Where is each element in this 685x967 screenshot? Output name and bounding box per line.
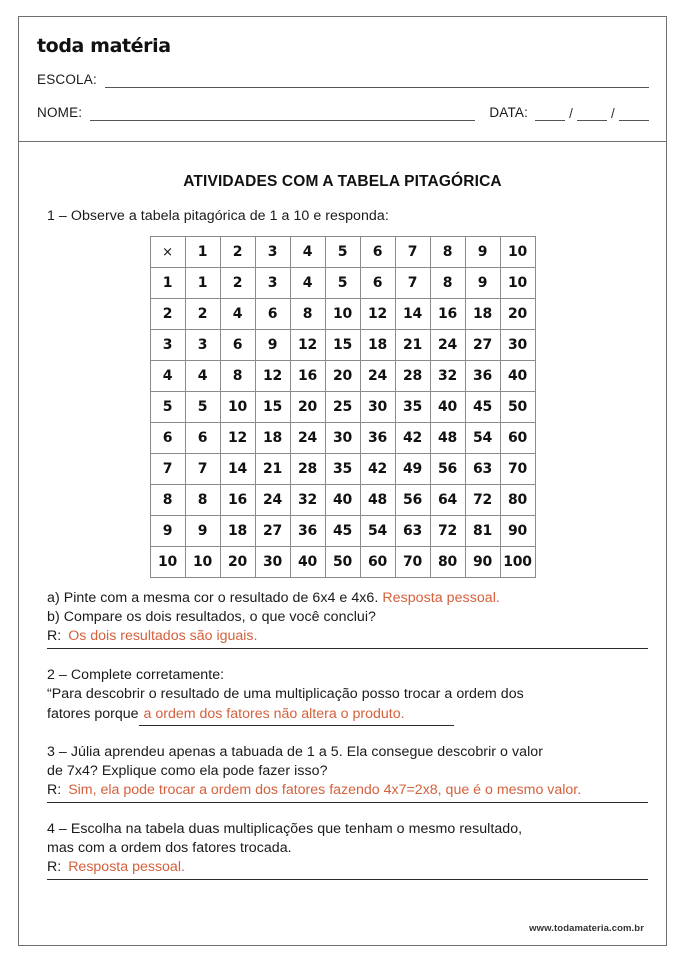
table-cell[interactable]: 72 bbox=[430, 516, 465, 547]
table-cell[interactable]: 1 bbox=[185, 268, 220, 299]
table-cell[interactable]: 45 bbox=[325, 516, 360, 547]
table-cell[interactable]: 80 bbox=[430, 547, 465, 578]
table-row-header-8: 8 bbox=[150, 485, 185, 516]
table-cell[interactable]: 9 bbox=[465, 268, 500, 299]
table-col-header-1: 1 bbox=[185, 237, 220, 268]
table-cell[interactable]: 15 bbox=[255, 392, 290, 423]
table-row bbox=[150, 361, 535, 392]
brand-logo: toda matéria bbox=[37, 35, 171, 57]
table-cell[interactable]: 60 bbox=[500, 423, 535, 454]
table-cell[interactable]: 15 bbox=[325, 330, 360, 361]
table-cell[interactable]: 36 bbox=[360, 423, 395, 454]
table-cell[interactable]: 16 bbox=[290, 361, 325, 392]
table-cell[interactable]: 42 bbox=[360, 454, 395, 485]
table-cell[interactable]: 32 bbox=[430, 361, 465, 392]
table-cell[interactable]: 40 bbox=[325, 485, 360, 516]
table-cell[interactable]: 6 bbox=[255, 299, 290, 330]
table-row bbox=[150, 547, 535, 578]
table-cell[interactable]: 48 bbox=[360, 485, 395, 516]
table-cell[interactable]: 35 bbox=[325, 454, 360, 485]
question-1a-prompt: a) Pinte com a mesma cor o resultado de 6x4 e 4x6. bbox=[47, 590, 379, 606]
table-cell[interactable]: 5 bbox=[325, 268, 360, 299]
table-col-header-2: 2 bbox=[220, 237, 255, 268]
question-1b-r-label: R: bbox=[47, 628, 62, 644]
table-cell[interactable]: 72 bbox=[465, 485, 500, 516]
table-cell[interactable]: 3 bbox=[185, 330, 220, 361]
table-cell[interactable]: 6 bbox=[220, 330, 255, 361]
table-cell[interactable]: 20 bbox=[500, 299, 535, 330]
question-1a-row bbox=[47, 589, 648, 608]
question-2-line2-prefix: fatores porque bbox=[47, 706, 139, 722]
date-year-input[interactable] bbox=[619, 107, 649, 121]
table-row bbox=[150, 299, 535, 330]
question-1b-prompt: b) Compare os dois resultados, o que você conclui? bbox=[47, 609, 376, 625]
pythagorean-table bbox=[150, 236, 536, 578]
table-row-header-4: 4 bbox=[150, 361, 185, 392]
table-cell[interactable]: 6 bbox=[185, 423, 220, 454]
table-cell[interactable]: 24 bbox=[360, 361, 395, 392]
table-row bbox=[150, 516, 535, 547]
table-cell[interactable]: 70 bbox=[395, 547, 430, 578]
table-col-header-7: 7 bbox=[395, 237, 430, 268]
date-label: DATA: bbox=[489, 105, 529, 120]
question-3-block bbox=[19, 743, 666, 803]
question-1-prompt: 1 – Observe a tabela pitagórica de 1 a 10 e responda: bbox=[47, 208, 389, 224]
question-3-r-label: R: bbox=[47, 782, 62, 798]
table-cell[interactable]: 90 bbox=[465, 547, 500, 578]
worksheet-header bbox=[19, 17, 666, 142]
question-1-answers bbox=[19, 589, 666, 649]
table-cell[interactable]: 54 bbox=[465, 423, 500, 454]
table-cell[interactable]: 8 bbox=[185, 485, 220, 516]
table-cell[interactable]: 16 bbox=[220, 485, 255, 516]
table-cell[interactable]: 10 bbox=[185, 547, 220, 578]
table-cell[interactable]: 50 bbox=[500, 392, 535, 423]
question-2-line1: “Para descobrir o resultado de uma multiplicação posso trocar a ordem dos bbox=[47, 686, 524, 702]
table-cell[interactable]: 24 bbox=[430, 330, 465, 361]
date-month-input[interactable] bbox=[577, 107, 607, 121]
table-cell[interactable]: 32 bbox=[290, 485, 325, 516]
multiply-icon: × bbox=[150, 237, 185, 268]
table-col-header-8: 8 bbox=[430, 237, 465, 268]
table-cell[interactable]: 48 bbox=[430, 423, 465, 454]
table-col-header-6: 6 bbox=[360, 237, 395, 268]
table-cell[interactable]: 3 bbox=[255, 268, 290, 299]
name-date-field-row bbox=[37, 105, 649, 121]
table-cell[interactable]: 54 bbox=[360, 516, 395, 547]
page-title: ATIVIDADES COM A TABELA PITAGÓRICA bbox=[183, 173, 502, 190]
table-cell[interactable]: 40 bbox=[290, 547, 325, 578]
table-cell[interactable]: 27 bbox=[465, 330, 500, 361]
table-cell[interactable]: 2 bbox=[185, 299, 220, 330]
table-row bbox=[150, 392, 535, 423]
table-header-row bbox=[150, 237, 535, 268]
table-cell[interactable]: 20 bbox=[290, 392, 325, 423]
date-separator-1: / bbox=[569, 106, 574, 121]
table-cell[interactable]: 56 bbox=[430, 454, 465, 485]
question-4-answer-line[interactable] bbox=[47, 858, 648, 880]
question-4-line1: 4 – Escolha na tabela duas multiplicações que tenham o mesmo resultado, bbox=[47, 821, 523, 837]
table-cell[interactable]: 18 bbox=[220, 516, 255, 547]
table-cell[interactable]: 18 bbox=[360, 330, 395, 361]
table-cell[interactable]: 12 bbox=[220, 423, 255, 454]
table-cell[interactable]: 42 bbox=[395, 423, 430, 454]
table-cell[interactable]: 63 bbox=[395, 516, 430, 547]
table-cell[interactable]: 40 bbox=[500, 361, 535, 392]
table-cell[interactable]: 40 bbox=[430, 392, 465, 423]
question-2-block bbox=[19, 666, 666, 726]
footer-website-url: www.todamateria.com.br bbox=[529, 923, 644, 934]
table-cell[interactable]: 30 bbox=[325, 423, 360, 454]
table-cell[interactable]: 64 bbox=[430, 485, 465, 516]
table-cell[interactable]: 4 bbox=[220, 299, 255, 330]
question-4-answer: Resposta pessoal. bbox=[68, 859, 185, 875]
table-cell[interactable]: 24 bbox=[255, 485, 290, 516]
school-field-row bbox=[37, 72, 649, 88]
table-cell[interactable]: 27 bbox=[255, 516, 290, 547]
table-cell[interactable]: 8 bbox=[430, 268, 465, 299]
table-cell[interactable]: 21 bbox=[255, 454, 290, 485]
question-4-line2: mas com a ordem dos fatores trocada. bbox=[47, 840, 292, 856]
table-cell[interactable]: 35 bbox=[395, 392, 430, 423]
table-cell[interactable]: 20 bbox=[325, 361, 360, 392]
table-cell[interactable]: 12 bbox=[360, 299, 395, 330]
table-row-header-9: 9 bbox=[150, 516, 185, 547]
table-row bbox=[150, 268, 535, 299]
question-3-line1: 3 – Júlia aprendeu apenas a tabuada de 1 a 5. Ela consegue descobrir o valor bbox=[47, 744, 543, 760]
table-cell[interactable]: 36 bbox=[465, 361, 500, 392]
question-4-r-label: R: bbox=[47, 859, 62, 875]
table-col-header-10: 10 bbox=[500, 237, 535, 268]
table-col-header-3: 3 bbox=[255, 237, 290, 268]
table-cell[interactable]: 28 bbox=[395, 361, 430, 392]
table-cell[interactable]: 7 bbox=[395, 268, 430, 299]
table-cell[interactable]: 30 bbox=[360, 392, 395, 423]
table-cell[interactable]: 9 bbox=[185, 516, 220, 547]
table-row-header-7: 7 bbox=[150, 454, 185, 485]
school-label: ESCOLA: bbox=[37, 72, 97, 87]
table-cell[interactable]: 81 bbox=[465, 516, 500, 547]
table-cell[interactable]: 12 bbox=[290, 330, 325, 361]
question-3-answer-line[interactable] bbox=[47, 781, 648, 803]
table-cell[interactable]: 45 bbox=[465, 392, 500, 423]
date-day-input[interactable] bbox=[535, 107, 565, 121]
worksheet-content bbox=[19, 142, 666, 946]
table-cell[interactable]: 36 bbox=[290, 516, 325, 547]
table-cell[interactable]: 10 bbox=[500, 268, 535, 299]
table-row-header-3: 3 bbox=[150, 330, 185, 361]
date-separator-2: / bbox=[611, 106, 615, 121]
table-cell[interactable]: 25 bbox=[325, 392, 360, 423]
table-cell[interactable]: 24 bbox=[290, 423, 325, 454]
table-cell[interactable]: 21 bbox=[395, 330, 430, 361]
question-2-fill-row bbox=[47, 704, 648, 726]
question-2-prompt: 2 – Complete corretamente: bbox=[47, 667, 225, 683]
table-cell[interactable]: 63 bbox=[465, 454, 500, 485]
table-cell[interactable]: 14 bbox=[395, 299, 430, 330]
table-cell[interactable]: 49 bbox=[395, 454, 430, 485]
table-row-header-1: 1 bbox=[150, 268, 185, 299]
name-label: NOME: bbox=[37, 105, 83, 120]
question-4-block bbox=[19, 820, 666, 880]
table-row-header-2: 2 bbox=[150, 299, 185, 330]
table-cell[interactable]: 90 bbox=[500, 516, 535, 547]
pythagorean-table-wrap bbox=[19, 236, 666, 578]
table-cell[interactable]: 4 bbox=[185, 361, 220, 392]
table-cell[interactable]: 6 bbox=[360, 268, 395, 299]
table-row bbox=[150, 423, 535, 454]
spacer-3 bbox=[19, 803, 666, 820]
table-cell[interactable]: 28 bbox=[290, 454, 325, 485]
table-cell[interactable]: 60 bbox=[360, 547, 395, 578]
table-row-header-6: 6 bbox=[150, 423, 185, 454]
spacer-1 bbox=[19, 649, 666, 666]
question-3-answer: Sim, ela pode trocar a ordem dos fatores fazendo 4x7=2x8, que é o mesmo valor. bbox=[68, 782, 582, 798]
table-cell[interactable]: 8 bbox=[290, 299, 325, 330]
date-field-group bbox=[489, 105, 649, 121]
table-cell[interactable]: 9 bbox=[255, 330, 290, 361]
table-row-header-5: 5 bbox=[150, 392, 185, 423]
spacer-2 bbox=[19, 726, 666, 743]
school-input-line[interactable] bbox=[105, 74, 649, 88]
table-cell[interactable]: 18 bbox=[465, 299, 500, 330]
table-cell[interactable]: 10 bbox=[325, 299, 360, 330]
table-row-header-10: 10 bbox=[150, 547, 185, 578]
table-row bbox=[150, 330, 535, 361]
question-1b-answer: Os dois resultados são iguais. bbox=[68, 628, 258, 644]
table-cell[interactable]: 12 bbox=[255, 361, 290, 392]
name-input-line[interactable] bbox=[90, 107, 475, 121]
table-cell[interactable]: 18 bbox=[255, 423, 290, 454]
table-cell[interactable]: 4 bbox=[290, 268, 325, 299]
table-col-header-4: 4 bbox=[290, 237, 325, 268]
question-3-line2: de 7x4? Explique como ela pode fazer isso? bbox=[47, 763, 328, 779]
table-cell[interactable]: 80 bbox=[500, 485, 535, 516]
table-col-header-9: 9 bbox=[465, 237, 500, 268]
table-row bbox=[150, 485, 535, 516]
question-2-answer-blank[interactable]: a ordem dos fatores não altera o produto. bbox=[139, 704, 454, 726]
table-cell[interactable]: 7 bbox=[185, 454, 220, 485]
table-cell[interactable]: 30 bbox=[255, 547, 290, 578]
table-cell[interactable]: 14 bbox=[220, 454, 255, 485]
table-row bbox=[150, 454, 535, 485]
table-cell[interactable]: 5 bbox=[185, 392, 220, 423]
table-cell[interactable]: 30 bbox=[500, 330, 535, 361]
table-col-header-5: 5 bbox=[325, 237, 360, 268]
table-cell[interactable]: 16 bbox=[430, 299, 465, 330]
question-1a-answer: Resposta pessoal. bbox=[382, 590, 500, 606]
table-cell[interactable]: 10 bbox=[220, 392, 255, 423]
table-cell[interactable]: 20 bbox=[220, 547, 255, 578]
table-cell[interactable]: 8 bbox=[220, 361, 255, 392]
table-cell[interactable]: 50 bbox=[325, 547, 360, 578]
table-cell[interactable]: 70 bbox=[500, 454, 535, 485]
table-cell[interactable]: 2 bbox=[220, 268, 255, 299]
table-cell[interactable]: 100 bbox=[500, 547, 535, 578]
question-1b-answer-line[interactable] bbox=[47, 627, 648, 649]
table-cell[interactable]: 56 bbox=[395, 485, 430, 516]
